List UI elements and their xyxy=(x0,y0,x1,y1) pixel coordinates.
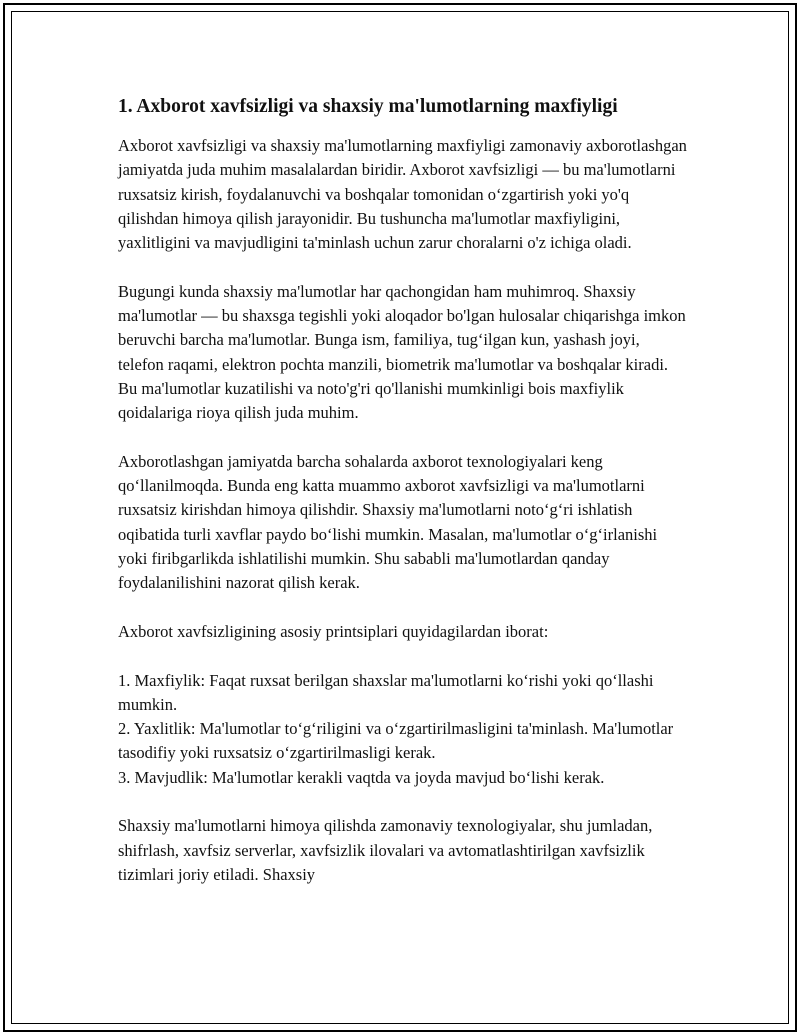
list-item: 3. Mavjudlik: Ma'lumotlar kerakli vaqtda va joyda mavjud bo‘lishi kerak. xyxy=(118,767,605,787)
paragraph-principles-intro: Axborot xavfsizligining asosiy printsiplari quyidagilardan iborat: xyxy=(118,621,549,641)
paragraph-it-society: Axborotlashgan jamiyatda barcha sohalarda axborot texnologiyalari keng qo‘llanilmoqda. Bunda eng katta muammo axborot xavfsizligi va ma'lumotlarni ruxsatsiz kirishdan himoya qilishdir. Shaxsiy ma'lumotlarni noto‘g‘ri ishlatish oqibatida turli xavflar paydo bo‘lishi mumkin. Masalan, ma'lumotlar o‘g‘irlanishi yoki firibgarlikda ishlatilishi mumkin. Shu sababli ma'lumotlardan qanday foydalanilishini nazorat qilish kerak. xyxy=(118,451,658,593)
list-item: 1. Maxfiylik: Faqat ruxsat berilgan shaxslar ma'lumotlarni ko‘rishi yoki qo‘llashi mumkin. xyxy=(118,670,654,714)
list-item: 2. Yaxlitlik: Ma'lumotlar to‘g‘riligini va o‘zgartirilmasligini ta'minlash. Ma'lumotlar tasodifiy yoki ruxsatsiz o‘zgartirilmasligi kerak. xyxy=(118,719,674,763)
section-heading: 1. Axborot xavfsizligi va shaxsiy ma'lumotlarning maxfiyligi xyxy=(118,96,618,117)
paragraph-intro: Axborot xavfsizligi va shaxsiy ma'lumotlarning maxfiyligi zamonaviy axborotlashgan jamiyatda juda muhim masalalardan biridir. Axborot xavfsizligi — bu ma'lumotlarni ruxsatsiz kirish, foydalanuvchi va boshqalar tomonidan o‘zgartirish yoki yo'q qilishdan himoya qilish jarayonidir. Bu tushuncha ma'lumotlar maxfiyligini, yaxlitligini va mavjudligini ta'minlash uchun zarur choralarni o'z ichiga oladi. xyxy=(118,136,687,253)
paragraph-closing: Shaxsiy ma'lumotlarni himoya qilishda zamonaviy texnologiyalar, shu jumladan, shifrlash, xavfsiz serverlar, xavfsizlik ilovalari va avtomatlashtirilgan xavfsizlik tizimlari joriy etiladi. Shaxsiy xyxy=(118,816,653,884)
document-body xyxy=(118,92,688,912)
principles-list xyxy=(118,669,688,790)
paragraph-personal-data: Bugungi kunda shaxsiy ma'lumotlar har qachongidan ham muhimroq. Shaxsiy ma'lumotlar — bu shaxsga tegishli yoki aloqador bo'lgan hulosalar chiqarishga imkon beruvchi barcha ma'lumotlar. Bunga ism, familiya, tug‘ilgan kun, yashash joyi, telefon raqami, elektron pochta manzili, biometrik ma'lumotlar va boshqalar kiradi. Bu ma'lumotlar kuzatilishi va noto'g'ri qo'llanishi mumkinligi bois maxfiylik qoidalariga rioya qilish juda muhim. xyxy=(118,281,686,423)
